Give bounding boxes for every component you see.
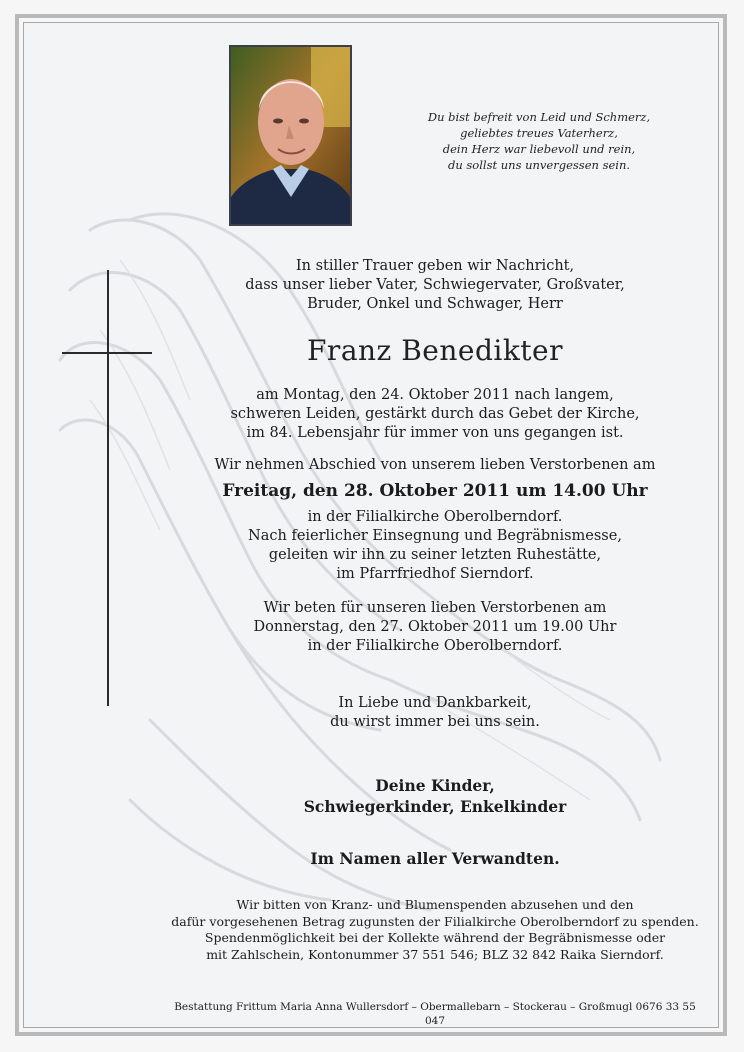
funeral-home-footer: Bestattung Frittum Maria Anna Wullersdorf – Obermallebarn – Stockerau – Großmugl 0676 33 55 047: [174, 1001, 696, 1027]
relatives-signature: Im Namen aller Verwandten.: [310, 849, 560, 868]
verse-line: geliebtes treues Vaterherz,: [460, 126, 618, 140]
donation-request: Wir bitten von Kranz- und Blumenspenden abzusehen und den dafür vorgesehenen Betrag zugunsten der Filialkirche Oberolberndorf zu spenden. Spendenmöglichkeit bei der Kollekte während der Begräbnismesse oder mit Zahlschein, Kontonummer 37 551 546; BLZ 32 842 Raika Sierndorf.: [171, 897, 699, 962]
death-notice: am Montag, den 24. Oktober 2011 nach langem, schweren Leiden, gestärkt durch das Gebet der Kirche, im 84. Lebensjahr für immer von uns gegangen ist.: [230, 387, 640, 441]
prayer-service: Wir beten für unseren lieben Verstorbenen am Donnerstag, den 27. Oktober 2011 um 19.00 Uhr in der Filialkirche Oberolberndorf.: [253, 600, 617, 654]
memorial-verse: [400, 109, 678, 173]
deceased-name: Franz Benedikter: [307, 334, 563, 367]
cross-vertical-beam: [107, 270, 109, 706]
verse-line: dein Herz war liebevoll und rein,: [442, 142, 636, 156]
verse-line: du sollst uns unvergessen sein.: [447, 158, 631, 172]
announcement-intro: In stiller Trauer geben wir Nachricht, dass unser lieber Vater, Schwiegervater, Großvater, Bruder, Onkel und Schwager, Herr: [245, 258, 625, 312]
funeral-details: in der Filialkirche Oberolberndorf. Nach feierlicher Einsegnung und Begräbnismesse, geleiten wir ihn zu seiner letzten Ruhestätte, im Pfarrfriedhof Sierndorf.: [248, 509, 622, 582]
cross-horizontal-beam: [62, 352, 152, 354]
closing-words: In Liebe und Dankbarkeit, du wirst immer bei uns sein.: [330, 695, 540, 730]
funeral-date: Freitag, den 28. Oktober 2011 um 14.00 Uhr: [222, 481, 648, 501]
farewell-intro: Wir nehmen Abschied von unserem lieben Verstorbenen am: [214, 457, 656, 473]
portrait-photo: [229, 45, 352, 226]
verse-line: Du bist befreit von Leid und Schmerz,: [427, 110, 651, 124]
family-signature: Deine Kinder, Schwiegerkinder, Enkelkinder: [303, 776, 567, 816]
